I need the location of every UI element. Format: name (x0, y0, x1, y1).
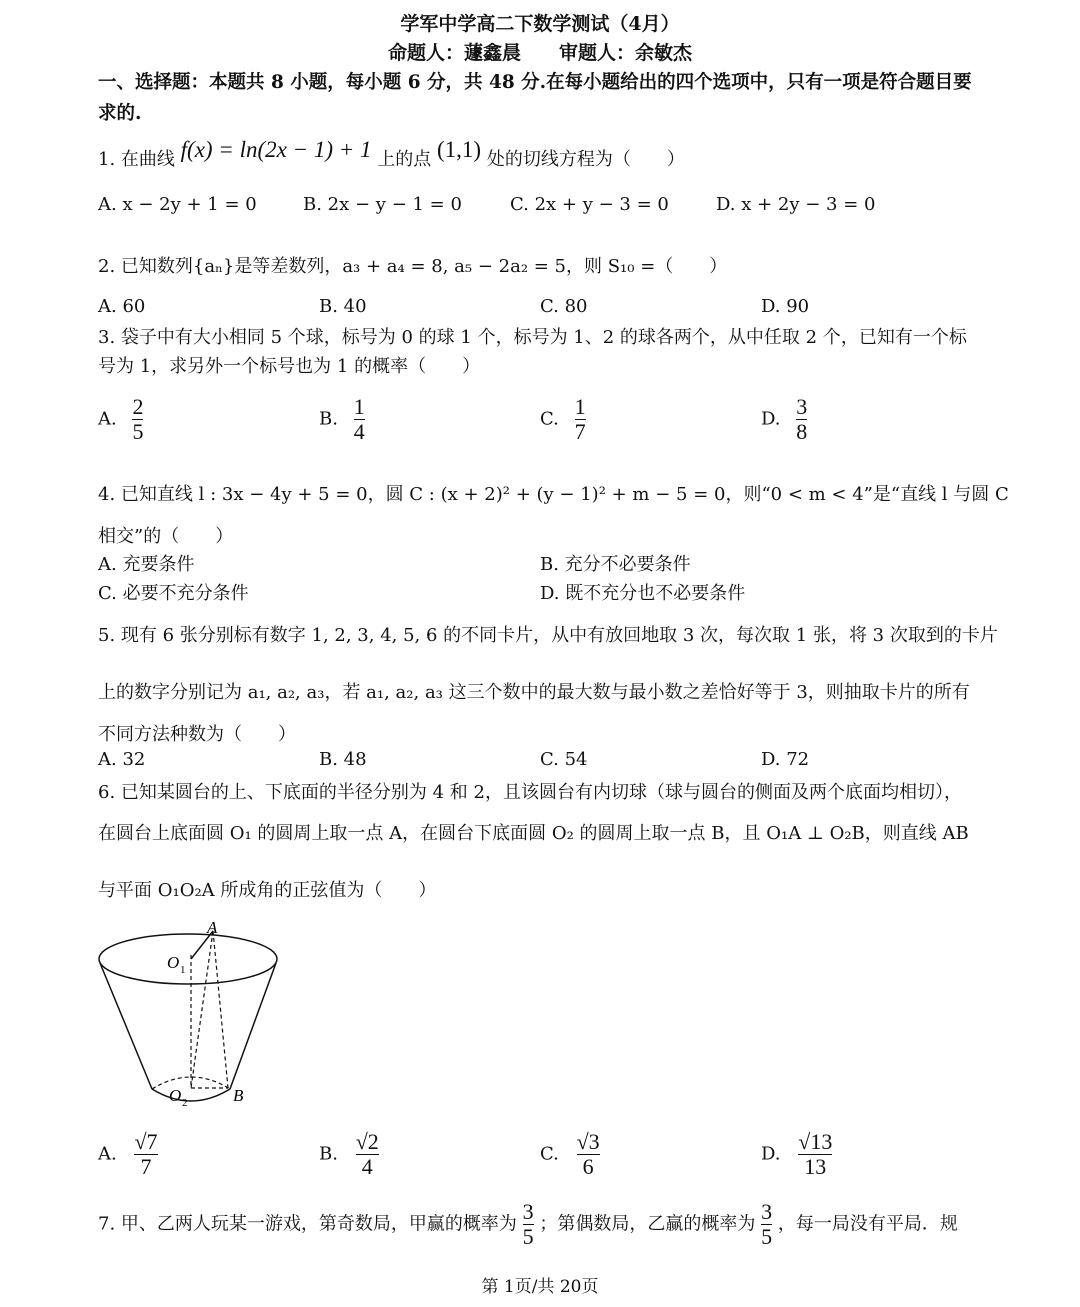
authors-line: 命题人：蘧鑫晨 审题人：余敏杰 (387, 42, 692, 64)
q7-text-2: ；第偶数局，乙赢的概率为 (539, 1213, 756, 1235)
label-o1-sub: 1 (180, 964, 186, 976)
option-label: D. (761, 408, 781, 430)
q5-option-a[interactable]: A. 32 (98, 749, 146, 770)
q1-option-a[interactable]: A. x − 2y + 1 = 0 (98, 194, 257, 215)
page-title: 学军中学高二下数学测试（4月） (400, 13, 680, 35)
frac-num: 1 (353, 394, 365, 419)
frac-den: 6 (582, 1154, 594, 1179)
option-label: C. (540, 1143, 559, 1165)
question-2: 2. 已知数列{aₙ}是等差数列，a₃ + a₄ = 8, a₅ − 2a₂ = 5，则 S₁₀ =（ ） (98, 256, 728, 277)
question-4-line2: 相交”的（ ） (98, 526, 234, 547)
bottom-base-front (152, 1089, 230, 1101)
question-4-line1: 4. 已知直线 l : 3x − 4y + 5 = 0，圆 C : (x + 2)² + (y − 1)² + m − 5 = 0，则“0 < m < 4”是“直线 l 与圆 C (98, 484, 1009, 505)
q1-option-c[interactable]: C. 2x + y − 3 = 0 (510, 194, 669, 215)
frac-den: 8 (796, 419, 808, 444)
q5-option-d[interactable]: D. 72 (761, 749, 810, 770)
frac-num: 3 (761, 1199, 773, 1224)
question-6-line3: 与平面 O₁O₂A 所成角的正弦值为（ ） (98, 880, 437, 901)
q4-option-d[interactable]: D. 既不充分也不必要条件 (540, 583, 746, 604)
q5-option-c[interactable]: C. 54 (540, 749, 588, 770)
frac-num: √13 (798, 1129, 833, 1154)
option-label: B. (319, 408, 338, 430)
q5-option-b[interactable]: B. 48 (319, 749, 367, 770)
frac-num: √7 (134, 1129, 158, 1154)
question-3-line2: 号为 1，求另外一个标号也为 1 的概率（ ） (98, 356, 481, 377)
q7-text-3: ，每一局没有平局．规 (777, 1213, 958, 1235)
label-o1: O (167, 953, 180, 972)
frac-num: 2 (132, 394, 144, 419)
q1-option-b[interactable]: B. 2x − y − 1 = 0 (303, 194, 462, 215)
q4-option-a[interactable]: A. 充要条件 (98, 554, 195, 575)
q2-option-a[interactable]: A. 60 (98, 296, 146, 317)
q3-option-b[interactable] (319, 395, 365, 444)
top-base-ellipse (99, 934, 277, 984)
q3-option-a[interactable] (98, 395, 143, 444)
q6-option-a[interactable] (98, 1130, 158, 1179)
q4-option-c[interactable]: C. 必要不充分条件 (98, 583, 249, 604)
frac-den: 4 (361, 1154, 373, 1179)
q3-option-d[interactable] (761, 395, 807, 444)
frac-num: √2 (355, 1129, 379, 1154)
frustum-figure (95, 915, 295, 1115)
q3-option-c[interactable] (540, 395, 586, 444)
label-o2-sub: 2 (182, 1097, 188, 1109)
left-generatrix (100, 963, 152, 1089)
frac-num: √3 (576, 1129, 600, 1154)
question-5-line2: 上的数字分别记为 a₁, a₂, a₃，若 a₁, a₂, a₃ 这三个数中的最大数与最小数之差恰好等于 3，则抽取卡片的所有 (98, 682, 970, 703)
q2-option-d[interactable]: D. 90 (761, 296, 810, 317)
frac-den: 5 (522, 1224, 534, 1249)
q2-option-b[interactable]: B. 40 (319, 296, 367, 317)
frac-den: 5 (761, 1224, 773, 1249)
q1-formula: f(x) = ln(2x − 1) + 1 (180, 137, 372, 162)
frac-num: 3 (522, 1199, 534, 1224)
question-3-line1: 3. 袋子中有大小相同 5 个球，标号为 0 的球 1 个，标号为 1、2 的球各两个，从中任取 2 个，已知有一个标 (98, 327, 967, 348)
q1-post: 处的切线方程为（ ） (486, 149, 685, 170)
frac-den: 13 (804, 1154, 827, 1179)
frac-num: 1 (574, 394, 586, 419)
option-label: D. (761, 1143, 781, 1165)
question-6-line2: 在圆台上底面圆 O₁ 的圆周上取一点 A，在圆台下底面圆 O₂ 的圆周上取一点 B，且 O₁A ⊥ O₂B，则直线 AB (98, 823, 969, 844)
label-a: A (207, 918, 218, 937)
q6-option-b[interactable] (319, 1130, 379, 1179)
question-5-line1: 5. 现有 6 张分别标有数字 1, 2, 3, 4, 5, 6 的不同卡片，从中有放回地取 3 次，每次取 1 张，将 3 次取到的卡片 (98, 625, 998, 646)
question-1 (98, 137, 685, 171)
option-label: B. (319, 1143, 338, 1165)
frac-den: 5 (132, 419, 144, 444)
q6-option-c[interactable] (540, 1130, 600, 1179)
frac-den: 7 (140, 1154, 152, 1179)
section-heading: 一、选择题：本题共 8 小题，每小题 6 分，共 48 分.在每小题给出的四个选项中，只有一项是符合题目要求的. (98, 72, 972, 124)
segment-ab (213, 931, 228, 1088)
question-6-line1: 6. 已知某圆台的上、下底面的半径分别为 4 和 2，且该圆台有内切球（球与圆台的侧面及两个底面均相切）， (98, 782, 962, 803)
label-b: B (233, 1086, 244, 1105)
frac-num: 3 (796, 394, 808, 419)
option-label: C. (540, 408, 559, 430)
q1-mid: 上的点 (377, 149, 432, 170)
frac-den: 4 (353, 419, 365, 444)
option-label: A. (98, 408, 117, 430)
question-5-line3: 不同方法种数为（ ） (98, 724, 296, 745)
q6-option-d[interactable] (761, 1130, 832, 1179)
q1-point: (1,1) (437, 137, 482, 162)
right-generatrix (230, 963, 276, 1089)
page-footer: 第 1页/共 20页 (481, 1277, 599, 1297)
question-7 (98, 1200, 958, 1249)
q2-option-c[interactable]: C. 80 (540, 296, 588, 317)
q4-option-b[interactable]: B. 充分不必要条件 (540, 554, 691, 575)
option-label: A. (98, 1143, 117, 1165)
q7-text-1: 7. 甲、乙两人玩某一游戏，第奇数局，甲赢的概率为 (98, 1213, 517, 1235)
q1-pre: 1. 在曲线 (98, 149, 175, 170)
q1-option-d[interactable]: D. x + 2y − 3 = 0 (716, 194, 876, 215)
label-o2: O (169, 1086, 182, 1105)
frac-den: 7 (574, 419, 586, 444)
